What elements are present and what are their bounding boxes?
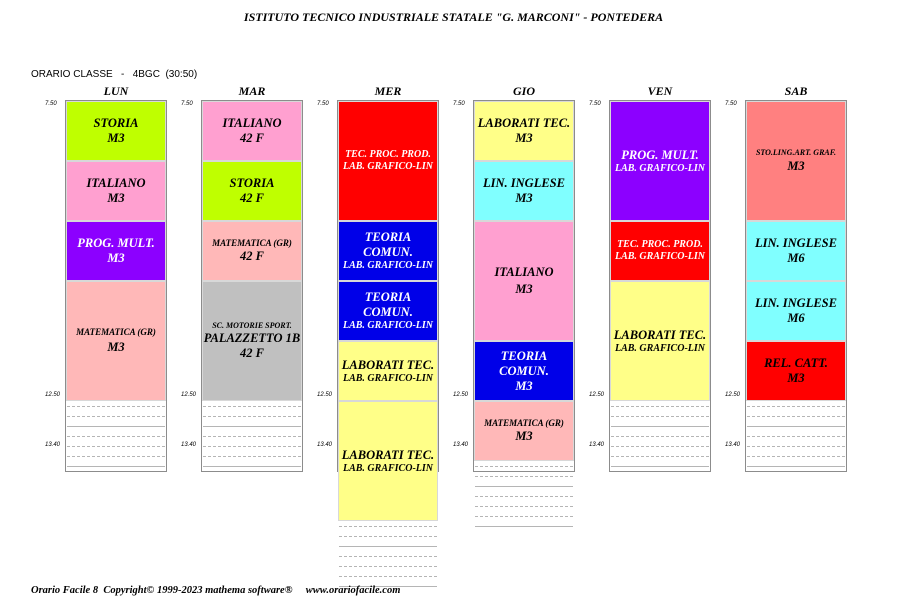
- empty-slot-line: [747, 412, 845, 417]
- empty-slot-line: [339, 522, 437, 527]
- lesson-block[interactable]: [339, 402, 437, 520]
- lesson-subject: ITALIANO: [494, 265, 554, 279]
- day-name: SAB: [784, 84, 808, 98]
- empty-slot-line: [747, 442, 845, 447]
- time-label-end-1: 13.40: [181, 442, 197, 448]
- lesson-detail: M3: [515, 191, 533, 205]
- lesson-subject: TEORIA COMUN.: [363, 230, 413, 259]
- lesson-subject: MATEMATICA (GR): [484, 418, 564, 429]
- empty-slot-line: [339, 572, 437, 577]
- empty-slot-line: [611, 432, 709, 437]
- lesson-block[interactable]: [475, 222, 573, 340]
- empty-slot-line: [203, 442, 301, 447]
- lesson-subject: TEC. PROC. PROD.: [617, 239, 703, 250]
- lesson-subject: STORIA: [93, 116, 139, 130]
- lesson-subject: LIN. INGLESE: [755, 296, 837, 310]
- lesson-detail: LAB. GRAFICO-LIN: [342, 260, 433, 271]
- empty-slot-line: [203, 432, 301, 437]
- empty-slot-line: [747, 432, 845, 437]
- time-label-start-1: 7.50: [181, 101, 193, 107]
- lesson-detail: LAB. GRAFICO-LIN: [342, 320, 433, 331]
- lesson-detail: 42 F: [240, 345, 264, 360]
- empty-slot-line: [67, 402, 165, 407]
- lesson-block[interactable]: [475, 162, 573, 220]
- empty-slot-line: [475, 522, 573, 527]
- lesson-detail: LAB. GRAFICO-LIN: [342, 372, 433, 384]
- time-label-mid-1: 12.50: [181, 392, 197, 398]
- lesson-subject: PROG. MULT.: [77, 236, 155, 250]
- lesson-subject: REL. CATT.: [764, 356, 828, 370]
- empty-slot-line: [475, 462, 573, 467]
- lesson-detail: M3: [515, 428, 533, 443]
- empty-slot-line: [67, 432, 165, 437]
- empty-slot-line: [203, 462, 301, 467]
- time-label-end-2: 13.40: [317, 442, 333, 448]
- day-schedule: [337, 100, 439, 472]
- time-label-start-3: 7.50: [453, 101, 465, 107]
- lesson-subject: ITALIANO: [222, 116, 282, 130]
- day-column-ven: [609, 84, 711, 472]
- day-name: GIO: [512, 84, 535, 98]
- day-column-mer: [337, 84, 439, 472]
- day-column-gio: [473, 84, 575, 472]
- lesson-detail: LAB. GRAFICO-LIN: [342, 161, 433, 172]
- lesson-subject: LABORATI TEC.: [613, 327, 707, 342]
- lesson-block[interactable]: [475, 402, 573, 460]
- lesson-block[interactable]: [611, 102, 709, 220]
- lesson-subject: STO.LING.ART. GRAF.: [755, 147, 837, 157]
- lesson-block[interactable]: [747, 102, 845, 220]
- day-name: LUN: [103, 84, 129, 98]
- empty-slot-line: [747, 422, 845, 427]
- lesson-detail: 42 F: [240, 248, 264, 263]
- lesson-block[interactable]: [747, 222, 845, 280]
- lesson-subject: MATEMATICA (GR): [212, 238, 292, 249]
- lesson-detail: LAB. GRAFICO-LIN: [342, 462, 433, 474]
- empty-slot-line: [611, 462, 709, 467]
- lesson-detail: LAB. GRAFICO-LIN: [614, 162, 705, 174]
- time-label-mid-4: 12.50: [589, 392, 605, 398]
- empty-slot-line: [747, 402, 845, 407]
- time-label-mid-5: 12.50: [725, 392, 741, 398]
- lesson-block[interactable]: [611, 222, 709, 280]
- lesson-subject: LIN. INGLESE: [755, 236, 837, 250]
- empty-slot-line: [339, 562, 437, 567]
- day-column-mar: [201, 84, 303, 472]
- lesson-detail: M3: [787, 159, 805, 174]
- lesson-block[interactable]: [747, 282, 845, 340]
- lesson-block[interactable]: [339, 342, 437, 400]
- day-schedule: [65, 100, 167, 472]
- lesson-detail: M3: [787, 371, 805, 385]
- empty-slot-line: [203, 452, 301, 457]
- lesson-detail: M3: [515, 282, 533, 296]
- lesson-detail: M3: [107, 251, 125, 265]
- day-name: VEN: [647, 84, 673, 98]
- empty-slot-line: [611, 402, 709, 407]
- time-label-start-5: 7.50: [725, 101, 737, 107]
- day-schedule: [609, 100, 711, 472]
- footer-copyright: Orario Facile 8 Copyright© 1999-2023 mathema software® www.orariofacile.com: [31, 585, 401, 596]
- lesson-block[interactable]: [475, 342, 573, 400]
- day-column-sab: [745, 84, 847, 472]
- lesson-detail: M3: [107, 131, 125, 145]
- lesson-block[interactable]: [339, 282, 437, 340]
- lesson-subject: STORIA: [229, 176, 275, 190]
- day-schedule: [473, 100, 575, 472]
- empty-slot-line: [475, 472, 573, 477]
- lesson-subject: TEORIA COMUN.: [499, 348, 549, 378]
- time-label-start-4: 7.50: [589, 101, 601, 107]
- lesson-subject: SC. MOTORIE SPORT.: [212, 321, 292, 331]
- lesson-subject: TEORIA COMUN.: [363, 290, 413, 319]
- time-label-mid-2: 12.50: [317, 392, 333, 398]
- time-label-mid-3: 12.50: [453, 392, 469, 398]
- empty-slot-line: [611, 412, 709, 417]
- empty-slot-line: [339, 542, 437, 547]
- lesson-block[interactable]: [67, 162, 165, 220]
- empty-slot-line: [611, 452, 709, 457]
- time-label-start-2: 7.50: [317, 101, 329, 107]
- day-name: MER: [374, 84, 402, 98]
- lesson-block[interactable]: [611, 282, 709, 400]
- empty-slot-line: [203, 422, 301, 427]
- time-label-end-5: 13.40: [725, 442, 741, 448]
- lesson-detail: PALAZZETTO 1B: [203, 330, 301, 345]
- lesson-subject: MATEMATICA (GR): [76, 327, 156, 338]
- empty-slot-line: [475, 502, 573, 507]
- lesson-block[interactable]: [203, 162, 301, 220]
- lesson-subject: LABORATI TEC.: [341, 447, 435, 462]
- time-label-end-3: 13.40: [453, 442, 469, 448]
- lesson-subject: LABORATI TEC.: [341, 357, 435, 372]
- empty-slot-line: [611, 422, 709, 427]
- empty-slot-line: [475, 492, 573, 497]
- empty-slot-line: [67, 462, 165, 467]
- empty-slot-line: [475, 512, 573, 517]
- lesson-block[interactable]: [475, 102, 573, 160]
- lesson-detail: M3: [515, 378, 533, 393]
- lesson-subject: LABORATI TEC.: [477, 116, 571, 130]
- lesson-detail: M3: [515, 131, 533, 145]
- school-title: ISTITUTO TECNICO INDUSTRIALE STATALE "G. MARCONI" - PONTEDERA: [243, 10, 664, 24]
- lesson-subject: LIN. INGLESE: [483, 176, 565, 190]
- lesson-block[interactable]: [339, 102, 437, 220]
- lesson-block[interactable]: [339, 222, 437, 280]
- lesson-subject: TEC. PROC. PROD.: [345, 149, 431, 160]
- time-label-end-0: 13.40: [45, 442, 61, 448]
- lesson-block[interactable]: [747, 342, 845, 400]
- empty-slot-line: [339, 532, 437, 537]
- empty-slot-line: [747, 452, 845, 457]
- day-schedule: [201, 100, 303, 472]
- empty-slot-line: [67, 422, 165, 427]
- lesson-detail: LAB. GRAFICO-LIN: [614, 342, 705, 354]
- lesson-block[interactable]: [67, 222, 165, 280]
- lesson-detail: M6: [787, 311, 805, 325]
- day-column-lun: [65, 84, 167, 472]
- empty-slot-line: [747, 462, 845, 467]
- lesson-block[interactable]: [67, 102, 165, 160]
- empty-slot-line: [203, 412, 301, 417]
- class-label: ORARIO CLASSE - 4BGC (30:50): [31, 69, 198, 80]
- lesson-detail: M6: [787, 251, 805, 265]
- lesson-detail: M3: [107, 191, 125, 205]
- lesson-subject: PROG. MULT.: [621, 147, 699, 162]
- lesson-detail: 42 F: [240, 131, 264, 145]
- lesson-block[interactable]: [203, 102, 301, 160]
- lesson-block[interactable]: [67, 282, 165, 400]
- time-label-end-4: 13.40: [589, 442, 605, 448]
- time-label-mid-0: 12.50: [45, 392, 61, 398]
- lesson-block[interactable]: [203, 282, 301, 400]
- lesson-block[interactable]: [203, 222, 301, 280]
- empty-slot-line: [203, 402, 301, 407]
- empty-slot-line: [67, 452, 165, 457]
- empty-slot-line: [475, 482, 573, 487]
- empty-slot-line: [67, 412, 165, 417]
- time-label-start-0: 7.50: [45, 101, 57, 107]
- lesson-detail: 42 F: [240, 191, 264, 205]
- lesson-detail: M3: [107, 339, 125, 354]
- empty-slot-line: [339, 552, 437, 557]
- day-name: MAR: [238, 84, 266, 98]
- lesson-detail: LAB. GRAFICO-LIN: [614, 251, 705, 262]
- day-schedule: [745, 100, 847, 472]
- empty-slot-line: [611, 442, 709, 447]
- empty-slot-line: [67, 442, 165, 447]
- lesson-subject: ITALIANO: [86, 176, 146, 190]
